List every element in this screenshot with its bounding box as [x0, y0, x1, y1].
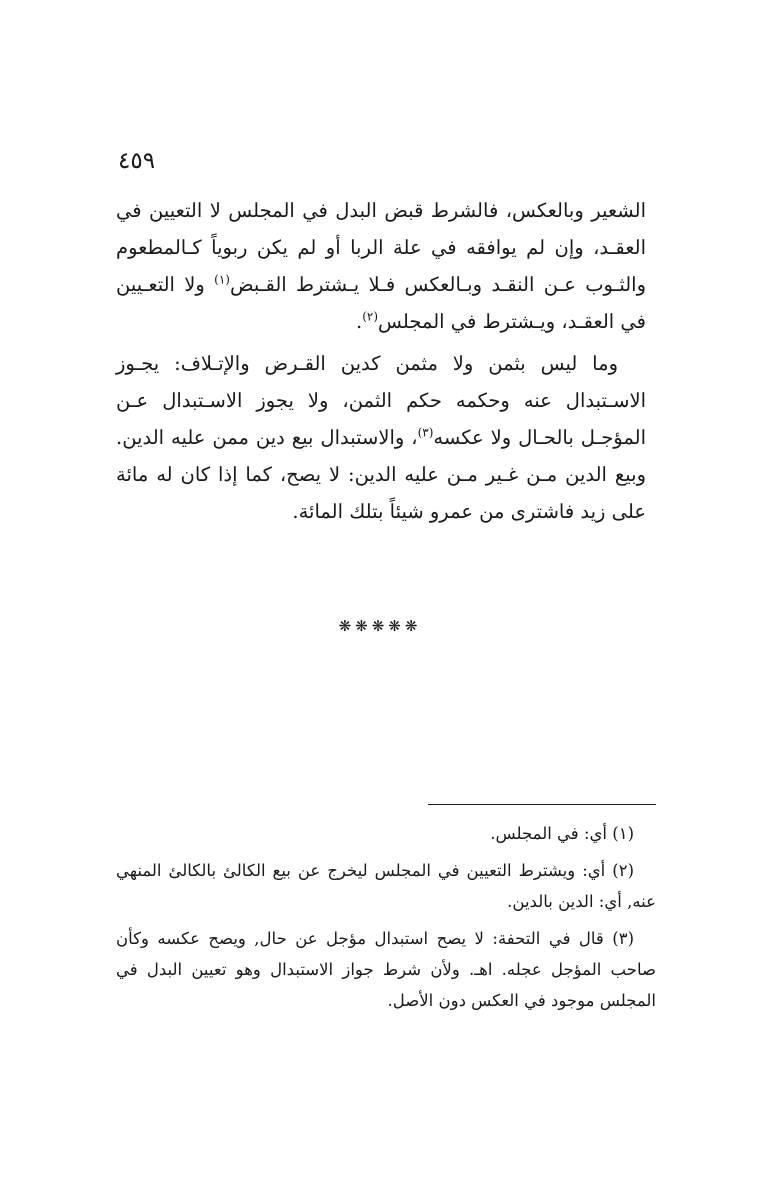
- paragraph-text: ولا التعـيين في العقـد، ويـشترط في المجلس: [116, 273, 646, 333]
- page-number: ٤٥٩: [118, 148, 156, 174]
- footnote-3: (٣) قال في التحفة: لا يصح استبدال مؤجل عن حال, ويصح عكسه وكأن صاحب المؤجل عجله. اهـ. ولأن شرط جواز الاستبدال وهو تعيين البدل في المجلس موجود في العكس دون الأصل.: [116, 929, 656, 1010]
- body-paragraph-1: [116, 192, 646, 340]
- footnote-1: (١) أي: في المجلس.: [490, 824, 634, 843]
- footnote-divider: [428, 804, 656, 805]
- section-separator-stars: ❋❋❋❋❋: [338, 617, 422, 635]
- paragraph-text: وما ليس بثمن ولا مثمن كدين القـرض والإتـلاف: يجـوز الاسـتبدال عنه وحكمه حكم الثمن، ولا يجوز الاسـتبدال عـن المؤجـل بالحـال ولا عكسه: [116, 352, 646, 449]
- paragraph-text: ، والاستبدال بيع دين ممن عليه الدين. وبيع الدين مـن غـير مـن عليه الدين: لا يصح، كما إذا كان له مائة على زيد فاشترى من عمرو شيئاً بتلك المائة.: [116, 426, 646, 523]
- paragraph-text: .: [355, 310, 363, 333]
- body-paragraph-2: [116, 345, 646, 530]
- footnote-ref-3: (٣): [417, 425, 434, 440]
- footnote-ref-2: (٢): [362, 309, 379, 324]
- footnotes-section: [116, 818, 656, 1022]
- footnote-2: (٢) أي: ويشترط التعيين في المجلس ليخرج عن بيع الكالئ بالكالئ المنهي عنه, أي: الدين بالدين.: [116, 861, 656, 911]
- footnote-ref-1: (١): [214, 272, 230, 287]
- paragraph-text: الشعير وبالعكس، فالشرط قبض البدل في المجلس لا التعيين في العقـد، وإن لم يوافقه في علة الربا أو لم يكن ربوياً كـالمطعوم والثـوب عـن النقـد وبـالعكس فـلا يـشترط القـبض: [116, 199, 646, 296]
